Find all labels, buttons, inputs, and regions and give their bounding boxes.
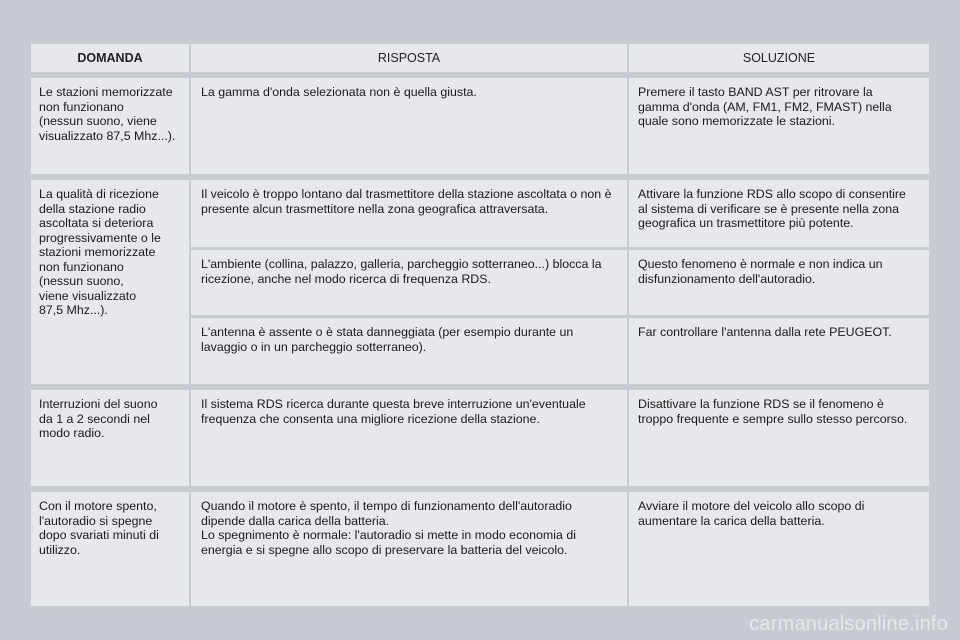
question-cell: Interruzioni del suono da 1 a 2 secondi nel modo radio. bbox=[31, 390, 189, 486]
header-domanda: DOMANDA bbox=[31, 44, 189, 72]
solution-cell: Far controllare l'antenna dalla rete PEUGEOT. bbox=[629, 318, 929, 384]
answer-cell: La gamma d'onda selezionata non è quella giusta. bbox=[191, 78, 627, 174]
solution-cell: Premere il tasto BAND AST per ritrovare la gamma d'onda (AM, FM1, FM2, FMAST) nella quale sono memorizzate le stazioni. bbox=[629, 78, 929, 174]
question-cell: Con il motore spento, l'autoradio si spegne dopo svariati minuti di utilizzo. bbox=[31, 492, 189, 606]
solution-cell: Avviare il motore del veicolo allo scopo di aumentare la carica della batteria. bbox=[629, 492, 929, 606]
answer-cell: L'ambiente (collina, palazzo, galleria, parcheggio sotterraneo...) blocca la ricezione, anche nel modo ricerca di frequenza RDS. bbox=[191, 250, 627, 315]
solution-cell: Disattivare la funzione RDS se il fenomeno è troppo frequente e sempre sullo stesso percorso. bbox=[629, 390, 929, 486]
answer-cell: L'antenna è assente o è stata danneggiata (per esempio durante un lavaggio o in un parcheggio sotterraneo). bbox=[191, 318, 627, 384]
answer-cell: Il sistema RDS ricerca durante questa breve interruzione un'eventuale frequenza che consenta una migliore ricezione della stazione. bbox=[191, 390, 627, 486]
answer-cell: Il veicolo è troppo lontano dal trasmettitore della stazione ascoltata o non è presente alcun trasmettitore nella zona geografica attraversata. bbox=[191, 180, 627, 247]
header-risposta: RISPOSTA bbox=[191, 44, 627, 72]
solution-cell: Questo fenomeno è normale e non indica un disfunzionamento dell'autoradio. bbox=[629, 250, 929, 315]
solution-cell: Attivare la funzione RDS allo scopo di consentire al sistema di verificare se è presente nella zona geografica un trasmettitore più potente. bbox=[629, 180, 929, 247]
question-cell: Le stazioni memorizzate non funzionano (nessun suono, viene visualizzato 87,5 Mhz...). bbox=[31, 78, 189, 174]
question-cell: La qualità di ricezione della stazione radio ascoltata si deteriora progressivamente o le stazioni memorizzate non funzionano (nessun suono, viene visualizzato 87,5 Mhz...). bbox=[31, 180, 189, 384]
header-soluzione: SOLUZIONE bbox=[629, 44, 929, 72]
answer-cell: Quando il motore è spento, il tempo di funzionamento dell'autoradio dipende dalla carica della batteria. Lo spegnimento è normale: l'autoradio si mette in modo economia di energia e si spegne allo scopo di preservare la batteria del veicolo. bbox=[191, 492, 627, 606]
watermark: carmanualsonline.info bbox=[749, 613, 948, 635]
